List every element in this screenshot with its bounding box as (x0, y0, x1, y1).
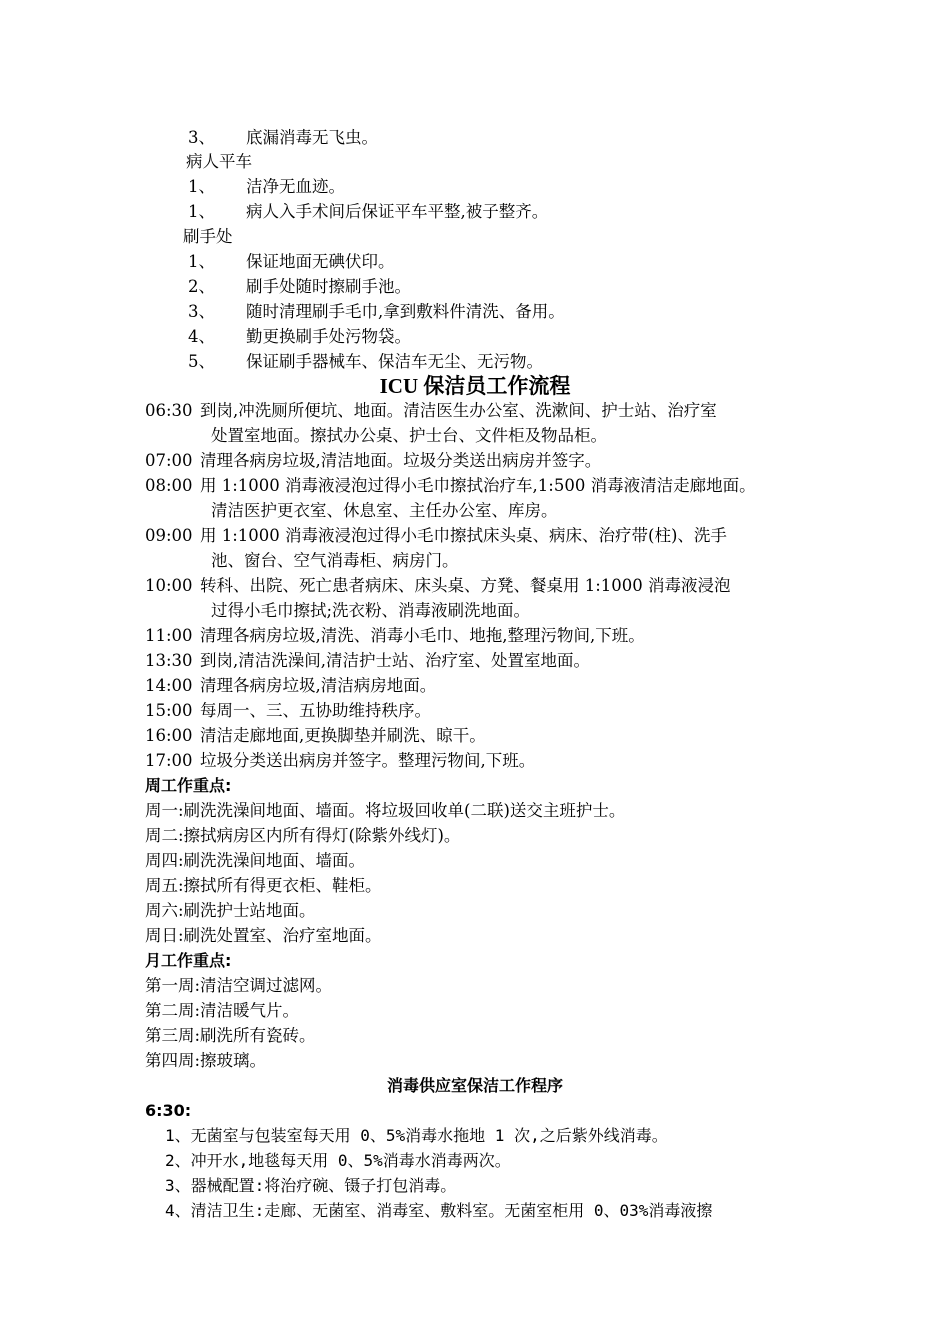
item-number: 1、 (188, 252, 215, 271)
item-number: 1、 (188, 202, 215, 221)
weekly-item: 周四:刷洗洗澡间地面、墙面。 (145, 851, 366, 870)
item-text: 随时清理刷手毛巾,拿到敷料件清洗、备用。 (246, 302, 565, 321)
schedule-text: 用 1:1000 消毒液浸泡过得小毛巾擦拭床头桌、病床、治疗带(柱)、洗手 (200, 526, 727, 545)
monthly-item: 第三周:刷洗所有瓷砖。 (145, 1026, 316, 1045)
schedule-entry (145, 749, 535, 773)
item-number: 5、 (188, 352, 215, 371)
schedule-entry (145, 724, 486, 748)
schedule-text: 清理各病房垃圾,清洗、消毒小毛巾、地拖,整理污物间,下班。 (200, 626, 645, 645)
schedule-entry (145, 474, 756, 498)
schedule-time: 13:30 (145, 651, 193, 670)
schedule-time: 09:00 (145, 526, 193, 545)
weekly-item: 周二:擦拭病房区内所有得灯(除紫外线灯)。 (145, 826, 461, 845)
or-item-3 (188, 126, 378, 150)
stretcher-item (188, 200, 548, 224)
schedule-time: 08:00 (145, 476, 193, 495)
schedule-entry (145, 624, 645, 648)
icu-title: ICU 保洁员工作流程 (379, 374, 571, 398)
item-number: 1、 (188, 177, 215, 196)
item-text: 病人入手术间后保证平车平整,被子整齐。 (246, 202, 549, 221)
weekly-item: 周五:擦拭所有得更衣柜、鞋柜。 (145, 876, 382, 895)
scrub-item (188, 300, 565, 324)
schedule-entry (145, 674, 436, 698)
item-text: 底漏消毒无飞虫。 (246, 128, 378, 147)
schedule-text: 到岗,清洁洗澡间,清洁护士站、治疗室、处置室地面。 (200, 651, 590, 670)
weekly-item: 周六:刷洗护士站地面。 (145, 901, 316, 920)
schedule-text-continued: 清洁医护更衣室、休息室、主任办公室、库房。 (211, 501, 558, 520)
schedule-time: 14:00 (145, 676, 193, 695)
schedule-entry (145, 524, 727, 548)
monthly-item: 第二周:清洁暖气片。 (145, 1001, 300, 1020)
cssd-time-label: 6:30: (145, 1101, 192, 1120)
item-text: 保证刷手器械车、保洁车无尘、无污物。 (246, 352, 543, 371)
weekly-item: 周一:刷洗洗澡间地面、墙面。将垃圾回收单(二联)送交主班护士。 (145, 801, 626, 820)
scrub-item (188, 275, 411, 299)
schedule-entry (145, 399, 717, 423)
monthly-item: 第四周:擦玻璃。 (145, 1051, 267, 1070)
schedule-time: 07:00 (145, 451, 193, 470)
schedule-text: 清洁走廊地面,更换脚垫并刷洗、晾干。 (200, 726, 486, 745)
cssd-item: 4、清洁卫生:走廊、无菌室、消毒室、敷料室。无菌室柜用 0、03%消毒液擦 (165, 1201, 713, 1220)
scrub-item (188, 325, 411, 349)
cssd-item: 3、器械配置:将治疗碗、镊子打包消毒。 (165, 1176, 457, 1195)
schedule-entry (145, 699, 431, 723)
item-text: 洁净无血迹。 (246, 177, 345, 196)
schedule-entry (145, 574, 731, 598)
schedule-text: 垃圾分类送出病房并签字。整理污物间,下班。 (200, 751, 536, 770)
item-number: 2、 (188, 277, 215, 296)
scrub-heading: 刷手处 (183, 227, 233, 246)
scrub-item (188, 250, 395, 274)
schedule-text: 到岗,冲洗厕所便坑、地面。清洁医生办公室、洗漱间、护士站、治疗室 (200, 401, 717, 420)
schedule-time: 15:00 (145, 701, 193, 720)
cssd-item: 2、冲开水,地毯每天用 0、5%消毒水消毒两次。 (165, 1151, 511, 1170)
weekly-heading: 周工作重点: (145, 776, 232, 795)
schedule-time: 06:30 (145, 401, 193, 420)
schedule-time: 10:00 (145, 576, 193, 595)
stretcher-item (188, 175, 345, 199)
item-text: 保证地面无碘伏印。 (246, 252, 395, 271)
schedule-text: 清理各病房垃圾,清洁地面。垃圾分类送出病房并签字。 (200, 451, 602, 470)
schedule-text-continued: 处置室地面。擦拭办公桌、护士台、文件柜及物品柜。 (211, 426, 607, 445)
item-text: 刷手处随时擦刷手池。 (246, 277, 411, 296)
weekly-item: 周日:刷洗处置室、治疗室地面。 (145, 926, 382, 945)
schedule-text: 转科、出院、死亡患者病床、床头桌、方凳、餐桌用 1:1000 消毒液浸泡 (200, 576, 731, 595)
schedule-text: 清理各病房垃圾,清洁病房地面。 (200, 676, 437, 695)
item-text: 勤更换刷手处污物袋。 (246, 327, 411, 346)
schedule-time: 16:00 (145, 726, 193, 745)
schedule-time: 17:00 (145, 751, 193, 770)
item-number: 3、 (188, 128, 215, 147)
item-number: 4、 (188, 327, 215, 346)
schedule-text-continued: 过得小毛巾擦拭;洗衣粉、消毒液刷洗地面。 (211, 601, 531, 620)
schedule-text: 用 1:1000 消毒液浸泡过得小毛巾擦拭治疗车,1:500 消毒液清洁走廊地面。 (200, 476, 756, 495)
schedule-entry (145, 449, 601, 473)
cssd-title: 消毒供应室保洁工作程序 (386, 1076, 563, 1095)
schedule-time: 11:00 (145, 626, 193, 645)
schedule-text: 每周一、三、五协助维持秩序。 (200, 701, 431, 720)
monthly-heading: 月工作重点: (145, 951, 232, 970)
item-number: 3、 (188, 302, 215, 321)
cssd-item: 1、无菌室与包装室每天用 0、5%消毒水拖地 1 次,之后紫外线消毒。 (165, 1126, 668, 1145)
schedule-text-continued: 池、窗台、空气消毒柜、病房门。 (211, 551, 459, 570)
scrub-item (188, 350, 543, 374)
schedule-entry (145, 649, 590, 673)
monthly-item: 第一周:清洁空调过滤网。 (145, 976, 333, 995)
stretcher-heading: 病人平车 (186, 152, 252, 171)
